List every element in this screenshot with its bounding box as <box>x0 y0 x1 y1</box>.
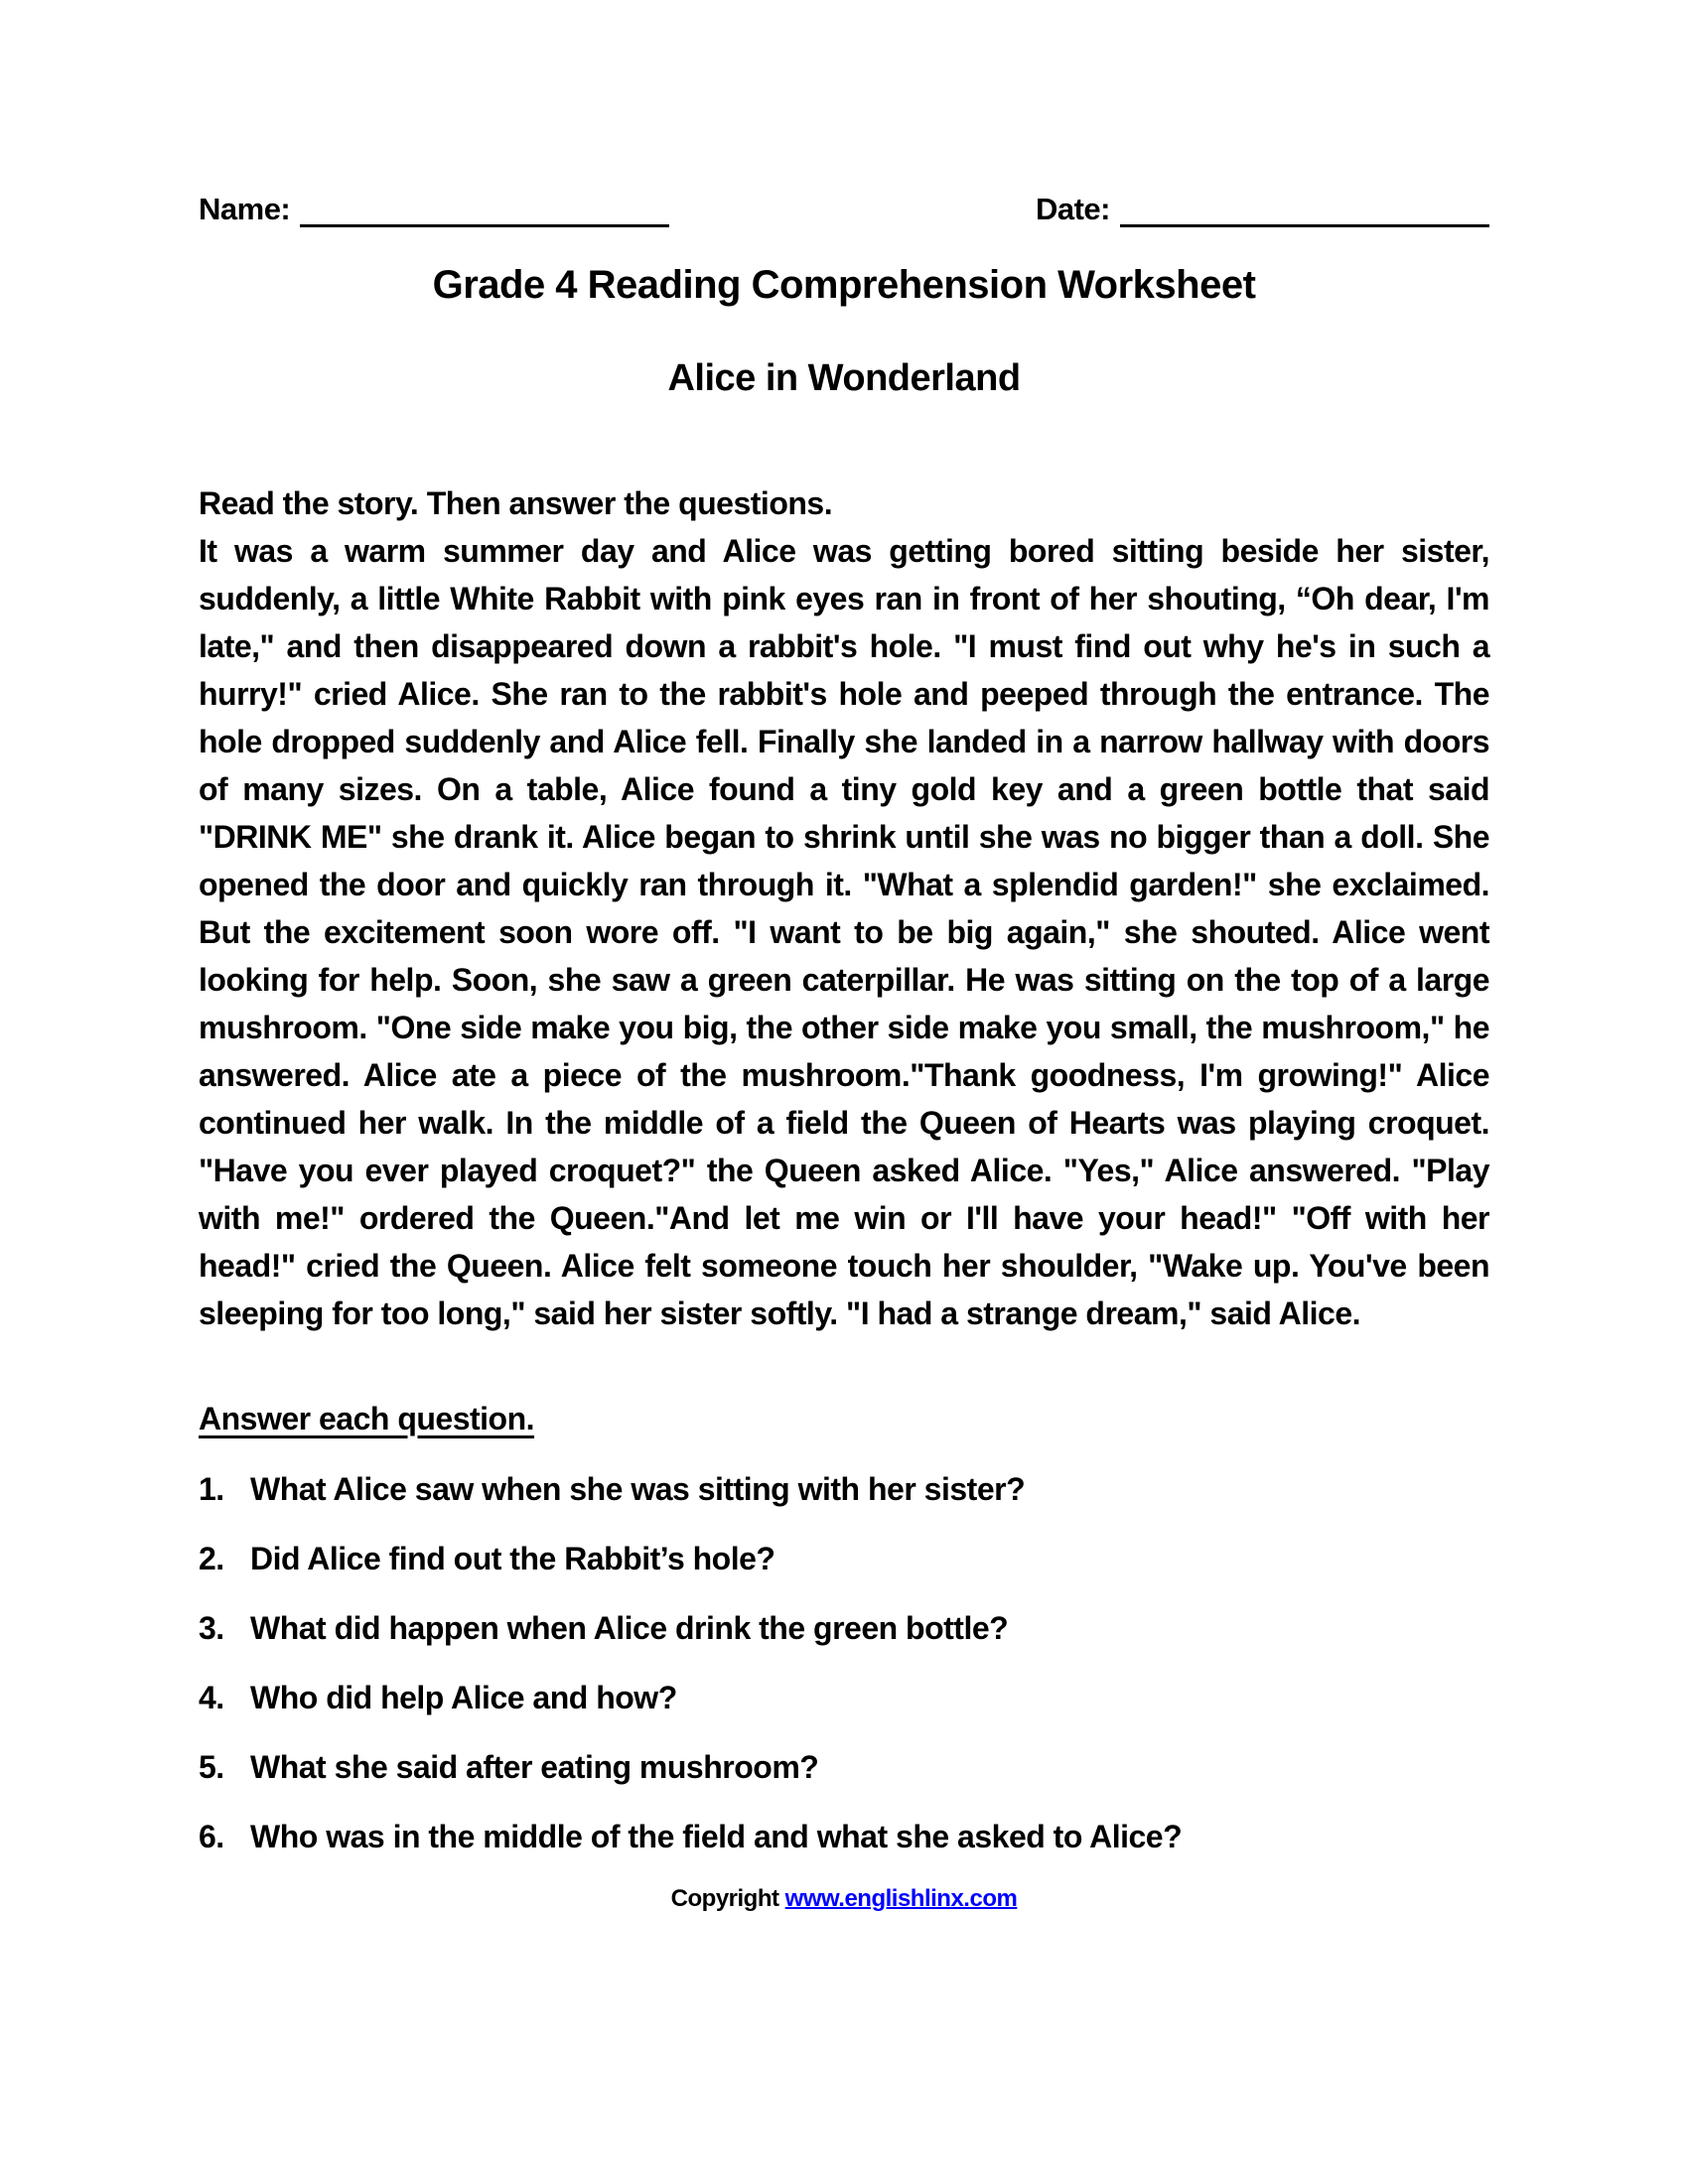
page-subtitle: Alice in Wonderland <box>667 357 1021 399</box>
name-fill-line <box>300 189 669 227</box>
date-field-group <box>1036 189 1489 227</box>
instructions-line: Read the story. Then answer the questions. <box>199 485 833 521</box>
question-number: 6. <box>199 1819 224 1854</box>
question-row-4 <box>199 1675 1489 1720</box>
question-number: 2. <box>199 1541 224 1576</box>
question-number: 3. <box>199 1610 224 1646</box>
story-paragraph: It was a warm summer day and Alice was getting bored sitting beside her sister, suddenly, a little White Rabbit with pink eyes ran in front of her shouting, “Oh dear, I'm late," and then disappeared down a rabbit's hole. "I must find out why he's in such a hurry!" cried Alice. She ran to the rabbit's hole and peeped through the entrance. The hole dropped suddenly and Alice fell. Finally she landed in a narrow hallway with doors of many sizes. On a table, Alice found a tiny gold key and a green bottle that said "DRINK ME" she drank it. Alice began to shrink until she was no bigger than a doll. She opened the door and quickly ran through it. "What a splendid garden!" she exclaimed. But the excitement soon wore off. "I want to be big again," she shouted. Alice went looking for help. Soon, she saw a green caterpillar. He was sitting on the top of a large mushroom. "One side make you big, the other side make you small, the mushroom," he answered. Alice ate a piece of the mushroom."Thank goodness, I'm growing!" Alice continued her walk. In the middle of a field the Queen of Hearts was playing croquet. "Have you ever played croquet?" the Queen asked Alice. "Yes," Alice answered. "Play with me!" ordered the Queen."And let me win or I'll have your head!" "Off with her head!" cried the Queen. Alice felt someone touch her shoulder, "Wake up. You've been sleeping for too long," said her sister softly. "I had a strange dream," said Alice. <box>199 533 1489 1331</box>
questions-heading: Answer each question. <box>199 1401 535 1436</box>
question-text: What she said after eating mushroom? <box>250 1749 819 1785</box>
question-text: Who did help Alice and how? <box>250 1680 677 1715</box>
name-label: Name: <box>199 192 291 226</box>
question-text: What did happen when Alice drink the green bottle? <box>250 1610 1009 1646</box>
date-label: Date: <box>1035 192 1110 226</box>
page-title: Grade 4 Reading Comprehension Worksheet <box>432 263 1256 307</box>
footer <box>199 1885 1489 1913</box>
copyright-label: Copyright <box>670 1885 779 1912</box>
date-fill-line <box>1120 189 1489 227</box>
question-text: What Alice saw when she was sitting with her sister? <box>250 1471 1026 1507</box>
name-field-group <box>199 189 669 227</box>
question-row-2 <box>199 1536 1489 1581</box>
question-row-5 <box>199 1744 1489 1790</box>
question-text: Who was in the middle of the field and what she asked to Alice? <box>250 1819 1183 1854</box>
question-number: 1. <box>199 1471 224 1507</box>
question-number: 4. <box>199 1680 224 1715</box>
header-row <box>199 189 1489 227</box>
question-number: 5. <box>199 1749 224 1785</box>
question-text: Did Alice find out the Rabbit’s hole? <box>250 1541 775 1576</box>
copyright-link[interactable]: www.englishlinx.com <box>784 1885 1018 1912</box>
question-row-1 <box>199 1466 1489 1512</box>
question-row-3 <box>199 1605 1489 1651</box>
question-row-6 <box>199 1814 1489 1859</box>
